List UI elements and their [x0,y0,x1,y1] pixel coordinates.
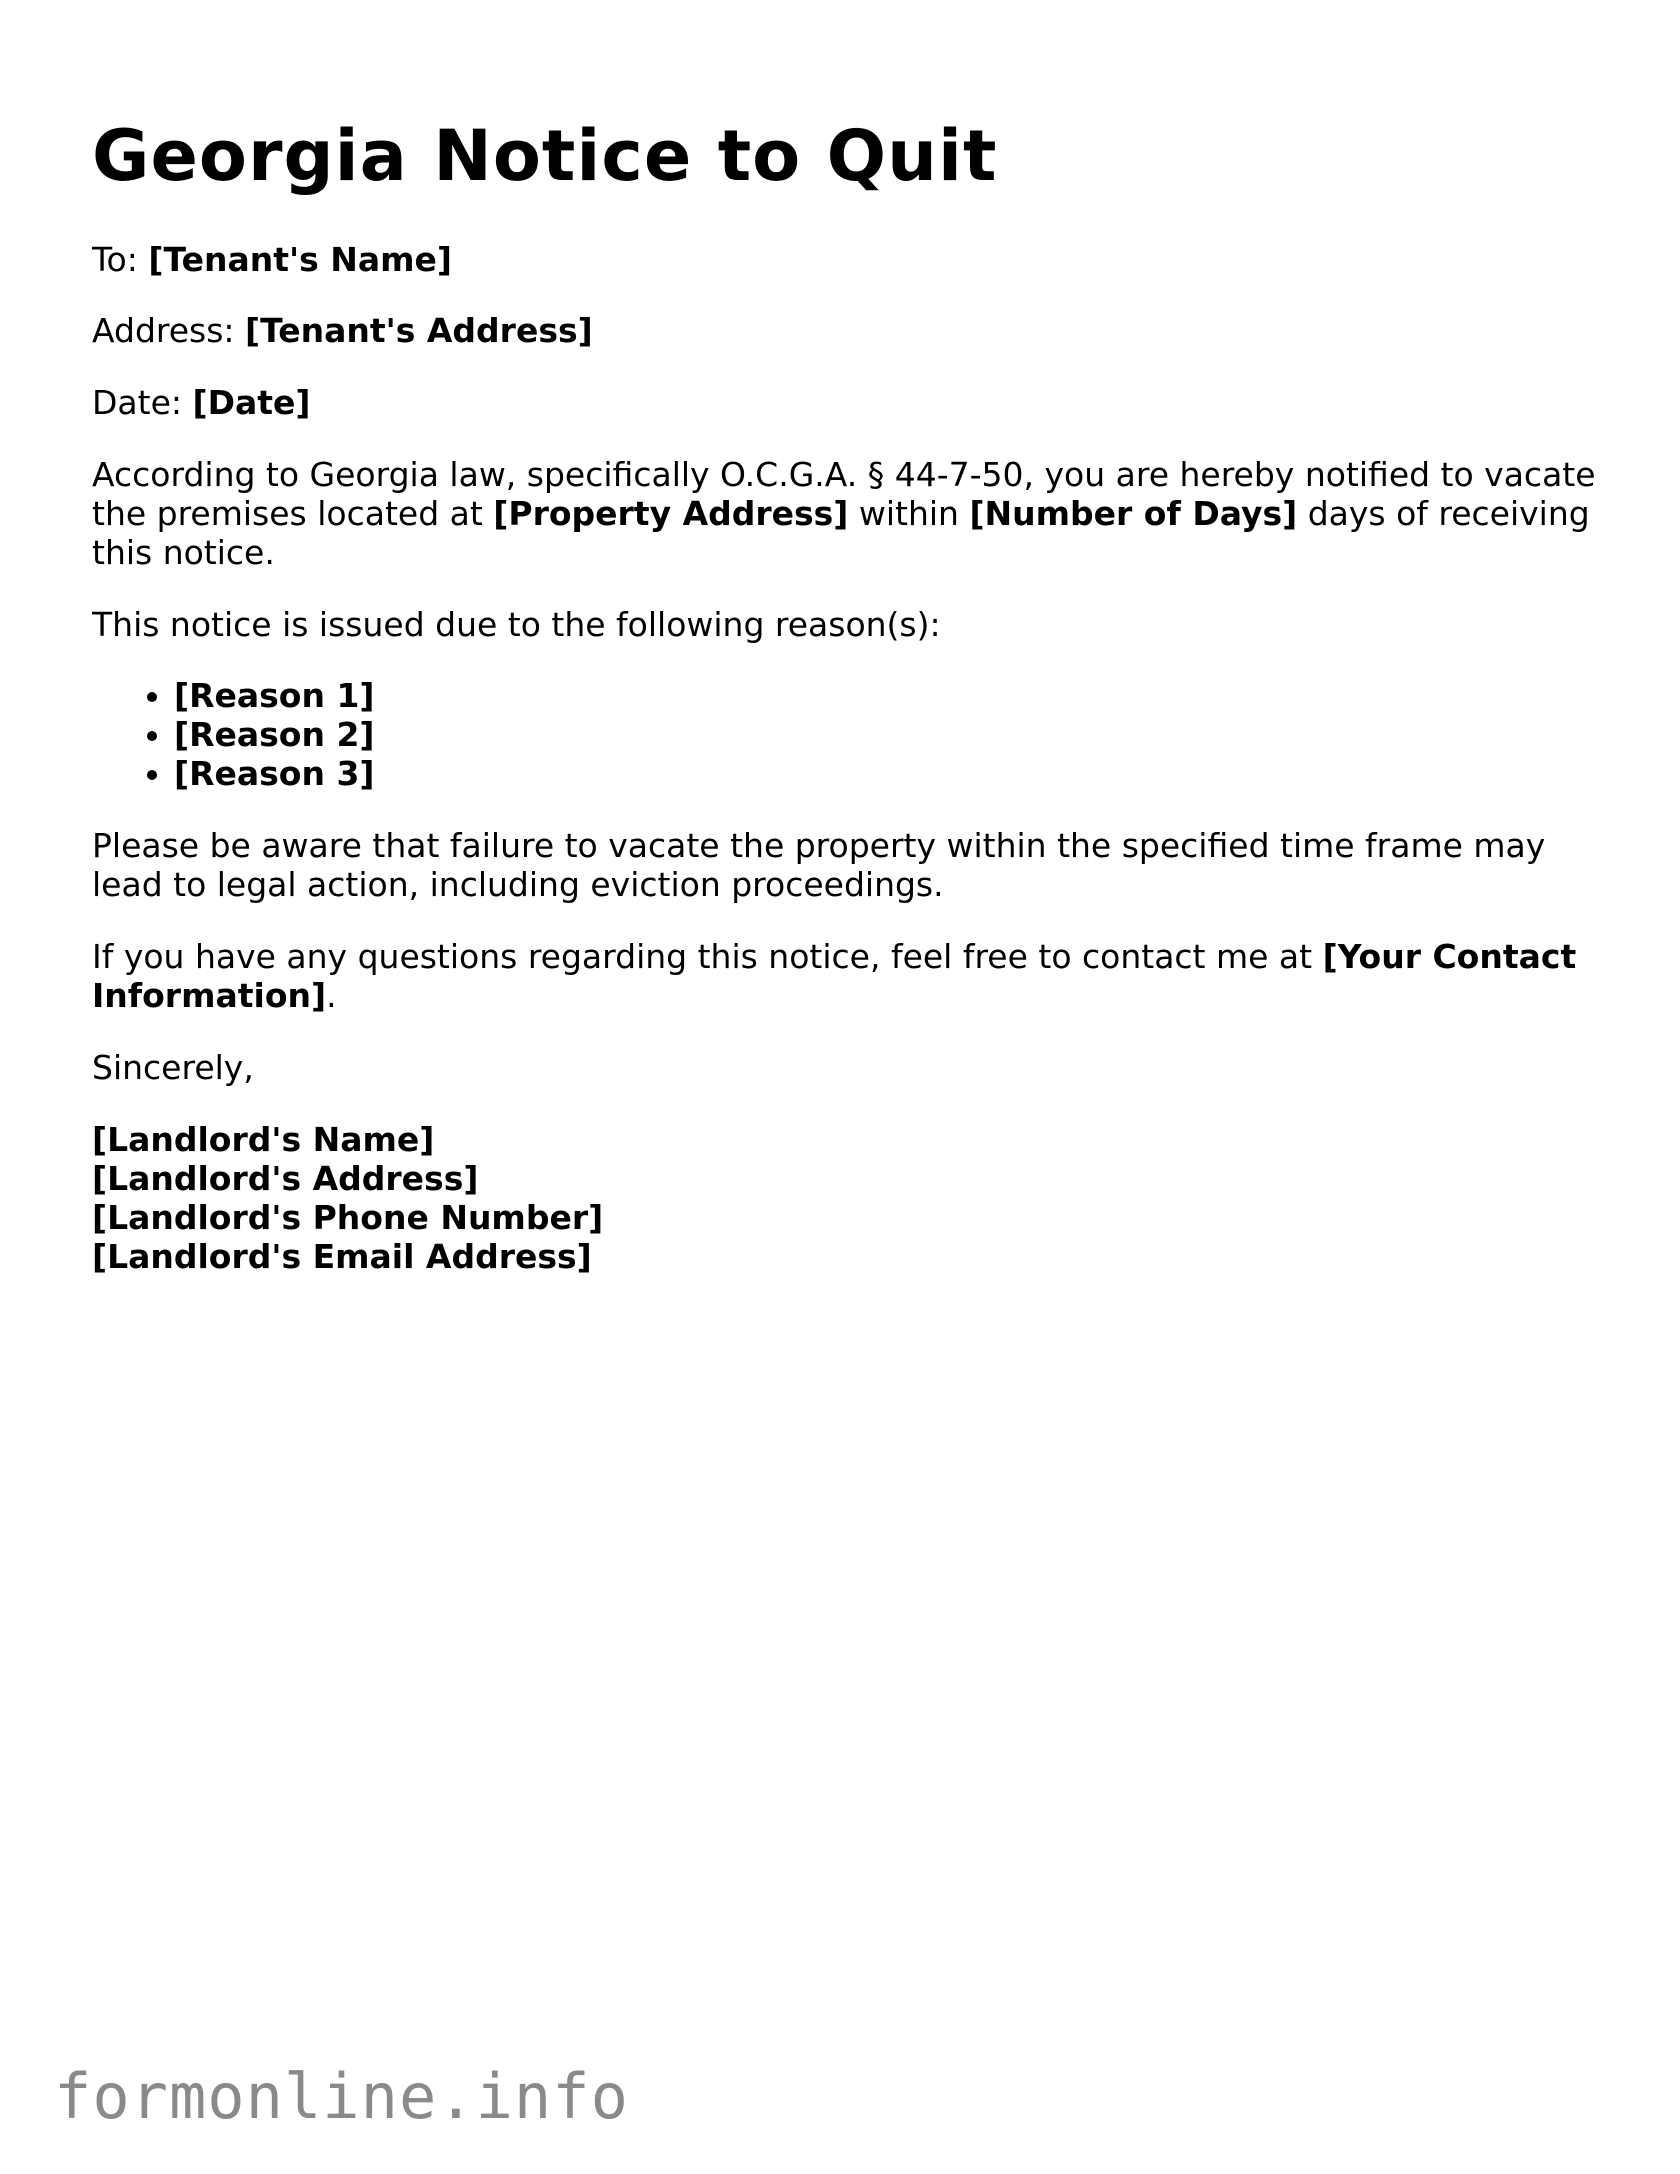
recipient-address-line [92,311,1602,350]
contact-end: . [326,976,337,1015]
address-label: Address: [92,311,246,350]
landlord-name-field: [Landlord's Name] [92,1120,435,1159]
watermark-text: formonline.info [54,2060,629,2133]
warning-paragraph: Please be aware that failure to vacate the property within the specified time frame may lead to legal action, including eviction proceedings. [92,826,1546,904]
landlord-phone-field: [Landlord's Phone Number] [92,1198,604,1237]
intro-paragraph [92,455,1602,572]
document-title: Georgia Notice to Quit [92,115,998,197]
date-field: [Date] [192,383,311,422]
property-address-field: [Property Address] [493,494,849,533]
reason-item: • [Reason 2] [174,715,1602,754]
recipient-name-line [92,240,1602,279]
reasons-lead-text: This notice is issued due to the following reason(s): [92,605,941,644]
intro-text-1: According to Georgia law, specifically O.C.G.A. § 44-7-50, you are hereby notified to vacate the premises located at [92,455,1596,533]
reasons-list [92,676,1602,793]
contact-text: If you have any questions regarding this notice, feel free to contact me at [92,937,1323,976]
date-label: Date: [92,383,193,422]
closing-text: Sincerely, [92,1048,254,1087]
landlord-email-field: [Landlord's Email Address] [92,1237,592,1276]
signature-block [92,1120,1602,1276]
reason-item: • [Reason 3] [174,754,1602,793]
recipient-name-field: [Tenant's Name] [148,240,452,279]
number-of-days-field: [Number of Days] [969,494,1298,533]
contact-paragraph [92,937,1602,1015]
reason-item: • [Reason 1] [174,676,1602,715]
intro-text-2: within [848,494,970,533]
intro-text-3: days of receiving this notice. [92,494,1590,572]
contact-info-field: [Your Contact Information] [92,937,1577,1015]
recipient-address-field: [Tenant's Address] [245,311,593,350]
landlord-address-field: [Landlord's Address] [92,1159,479,1198]
recipient-label: To: [92,240,149,279]
date-line [92,383,1602,422]
notice-document [92,112,1602,1276]
